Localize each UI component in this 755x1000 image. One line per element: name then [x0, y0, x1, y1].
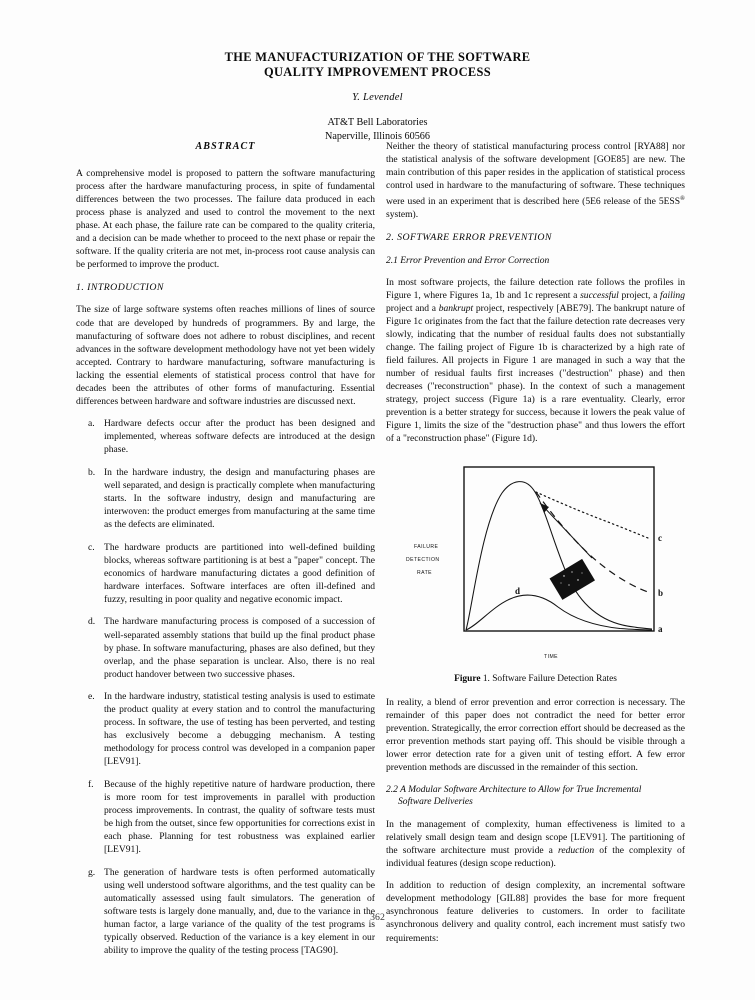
list-item-text: The generation of hardware tests is often performed automatically using well understood software algorithms, and the test quality can be automatically assessed using fault simulators. The generation of software tests is largely done manually, and, due to the variance in the human factor, a large variance of the quality of the test programs is typically observed. Reduction of the variance is a key element in our ability to improve the quality of the testing process [TAG90]. [104, 866, 375, 957]
list-item [76, 690, 375, 768]
page-title [0, 50, 755, 80]
figure-1 [386, 459, 685, 686]
subsection-heading-error-prevention-correction: 2.1 Error Prevention and Error Correction [386, 255, 550, 266]
abstract-heading: ABSTRACT [195, 141, 256, 152]
list-item [76, 541, 375, 606]
section-heading-error-prevention: 2. SOFTWARE ERROR PREVENTION [386, 232, 552, 244]
ep-a-seg1: In most software projects, the failure detection rate follows the profiles in Figure 1, where Figures 1a, 1b and 1c represent a [386, 276, 685, 301]
ep-a-seg4: project, respectively [ABE79]. The bankrupt nature of Figure 1c originates from the fact that the failure detection rate decreases very slowly, indicating that the number of residual faults does not substantially change. The failing project of Figure 1b is characterized by a high rate of field failures. All projects in Figure 1 are managed in such a way that the number of residual faults first increases ("destruction" phase) and then decreases ("reconstruction" phase). In the context of such a management strategy, project success (Figure 1a) is a rare eventuality. Clearly, error prevention is a better strategy for success, because it lowers the peak value of Figure 1, limits the size of the "destruction phase" and thus lowers the effort of a "reconstruction phase" (Figure 1d). [386, 303, 685, 445]
chart-ylabel-line1: FAILURE [414, 543, 439, 550]
list-item-marker: a. [88, 418, 95, 430]
page-number: 362 [370, 912, 385, 923]
right-column [386, 140, 685, 945]
modular-subheading-line2: Software Deliveries [398, 797, 473, 808]
left-column [76, 140, 375, 967]
curve-label-a: a [658, 623, 663, 634]
list-item-text: Hardware defects occur after the product has been designed and implemented, whereas software defects are introduced at the design phase. [104, 418, 375, 456]
registered-trademark-icon: ® [680, 195, 685, 203]
list-item-text: The hardware manufacturing process is composed of a succession of well-separated assembly stations that build up the final product phase by phase. In software manufacturing, phases are also defined, but they overlap, and the phase separation is unclear. Also, there is no real product handover between two successive phases. [104, 616, 375, 680]
chart-frame [464, 467, 654, 631]
list-item-marker: e. [88, 691, 95, 703]
modular-paragraph-b: In addition to reduction of design complexity, an incremental software development methodology [GIL88] provides the base for more frequent asynchronous feature deliveries to customers. In order to facilitate asynchronous delivery and quality control, each increment must satisfy two requirements: [386, 880, 685, 944]
figure-1-plot-area [386, 459, 685, 671]
annotation-black-block [550, 558, 595, 599]
right-opening-part1: Neither the theory of statistical manufacturing process control [RYA88] nor the statistical analysis of the software development [GOE85] are new. The main contribution of this paper resides in the application of statistical process control used in hardware to the manufacturing of software. These techniques were used in an experiment that is described here (5E6 release of the 5ESS [386, 141, 685, 208]
list-item-text: Because of the highly repetitive nature of hardware production, there is more room for test improvements in parallel with production process improvements. In contrast, the quality of software tests must be high from the outset, since few opportunities for corrections exist in each phase. Planning for test robustness was explained earlier [LEV91]. [104, 778, 375, 856]
list-item-marker: b. [88, 466, 96, 478]
right-opening-part2: system). [386, 209, 419, 221]
abstract-body: A comprehensive model is proposed to pattern the software manufacturing process after the hardware manufacturing process, in spite of fundamental differences between the two processes. The failure data produced in each process phase is analyzed and used to control the movement to the next phase. At each phase, the failure rate can be compared to the quality criteria, and a decision can be made whether to proceed to the next phase or repair the software. If the quality criteria are not met, in-process root cause analysis can be performed to improve the product. [76, 168, 375, 271]
figure-1-caption [386, 673, 685, 686]
title-block [0, 50, 755, 143]
section-heading-introduction: 1. INTRODUCTION [76, 282, 164, 294]
list-item-text: The hardware products are partitioned into well-defined building blocks, whereas software partitioning is at best a "paper" concept. The economics of hardware manufacturing dictates a good definition of hardware interfaces. Software interfaces are often ill-defined and fuzzy, resulting in poor quality and negative economic impact. [104, 541, 375, 605]
paper-title-line2: QUALITY IMPROVEMENT PROCESS [264, 65, 491, 79]
error-prevention-paragraph-a [386, 276, 685, 446]
ep-a-seg2: project, a [618, 289, 661, 301]
modular-subheading-line1: 2.2 A Modular Software Architecture to Allow for True Incremental [386, 784, 642, 795]
list-item-marker: c. [88, 541, 95, 553]
list-item [76, 417, 375, 456]
chart-ylabel-line3: RATE [417, 569, 433, 576]
affiliation-line1: AT&T Bell Laboratories [327, 117, 428, 128]
curve-label-b: b [658, 587, 664, 598]
list-item [76, 778, 375, 856]
ep-a-italic-failing: failing [660, 289, 685, 301]
figure-caption-text: 1. Software Failure Detection Rates [480, 673, 617, 684]
paper-title-line1: THE MANUFACTURIZATION OF THE SOFTWARE [224, 50, 531, 64]
chart-ylabel-line2: DETECTION [406, 556, 440, 563]
curve-d-error-prevention [466, 595, 652, 630]
list-item-marker: g. [88, 866, 96, 878]
ep-a-italic-bankrupt: bankrupt [438, 303, 474, 314]
affiliation-line2: Naperville, Illinois 60566 [325, 130, 430, 142]
list-item-text: In the hardware industry, statistical testing analysis is used to estimate the product quality at every station and to control the manufacturing process. In software, the use of testing has been perverted, and testing has exclusively become a debugging mechanism. A testing methodology for process control was developed in a companion paper [LEV91]. [104, 691, 375, 768]
figure-caption-label: Figure [454, 673, 481, 684]
ma-a-seg1: In the management of complexity, human effectiveness is limited to a relatively small design team and design scope [LEV91]. The partitioning of the software architecture must provide a [386, 818, 685, 856]
list-item [76, 615, 375, 680]
right-opening-paragraph [386, 140, 685, 221]
failure-detection-rate-chart [386, 459, 685, 671]
error-prevention-paragraph-b: In reality, a blend of error prevention and error correction is necessary. The remainder of this paper does not contradict the need for better error prevention. Strategically, the error correction effort should be decreased as the error prevention methods start paying off. This should be visible through a lower error detection rate for a given unit of testing effort. A few error prevention methods are discussed in the remainder of this section. [386, 696, 685, 773]
ep-a-italic-successful: successful [580, 289, 619, 301]
curve-label-c: c [658, 532, 662, 543]
modular-paragraph-a [386, 818, 685, 870]
introduction-list [76, 417, 375, 957]
ep-a-seg3: project and a [386, 303, 439, 314]
chart-xlabel: TIME [544, 653, 558, 660]
author-name: Y. Levendel [352, 92, 403, 103]
ma-a-italic-reduction: reduction [557, 844, 595, 856]
list-item-text: In the hardware industry, the design and manufacturing phases are well separated, and design is practically complete when manufacturing starts. In the software industry, design and manufacturing are interwoven: the product emerges from manufacturing at the same time as the defects are eliminated. [104, 466, 375, 531]
list-item-marker: f. [88, 778, 94, 790]
list-item-marker: d. [88, 616, 96, 628]
introduction-paragraph: The size of large software systems often reaches millions of lines of source code that are developed by hundreds of programmers. By and large, the manufacturing of software does not adhere to robust disciplines, and recent advances in the software development methodology have not yet been widely accepted. Contrary to hardware manufacturing, software manufacturing is lacking the essential elements of statistical process control that have for decades been the attributes of other forms of manufacturing. Essential differences between hardware and software industries are discussed next. [76, 304, 375, 407]
subsection-heading-modular-architecture [386, 784, 685, 809]
ma-a-seg2: of the complexity of individual features (design scope reduction). [386, 844, 685, 869]
affiliation [0, 116, 755, 143]
list-item [76, 466, 375, 531]
annotation-arrow-line [540, 503, 592, 558]
curve-label-d: d [515, 585, 521, 596]
